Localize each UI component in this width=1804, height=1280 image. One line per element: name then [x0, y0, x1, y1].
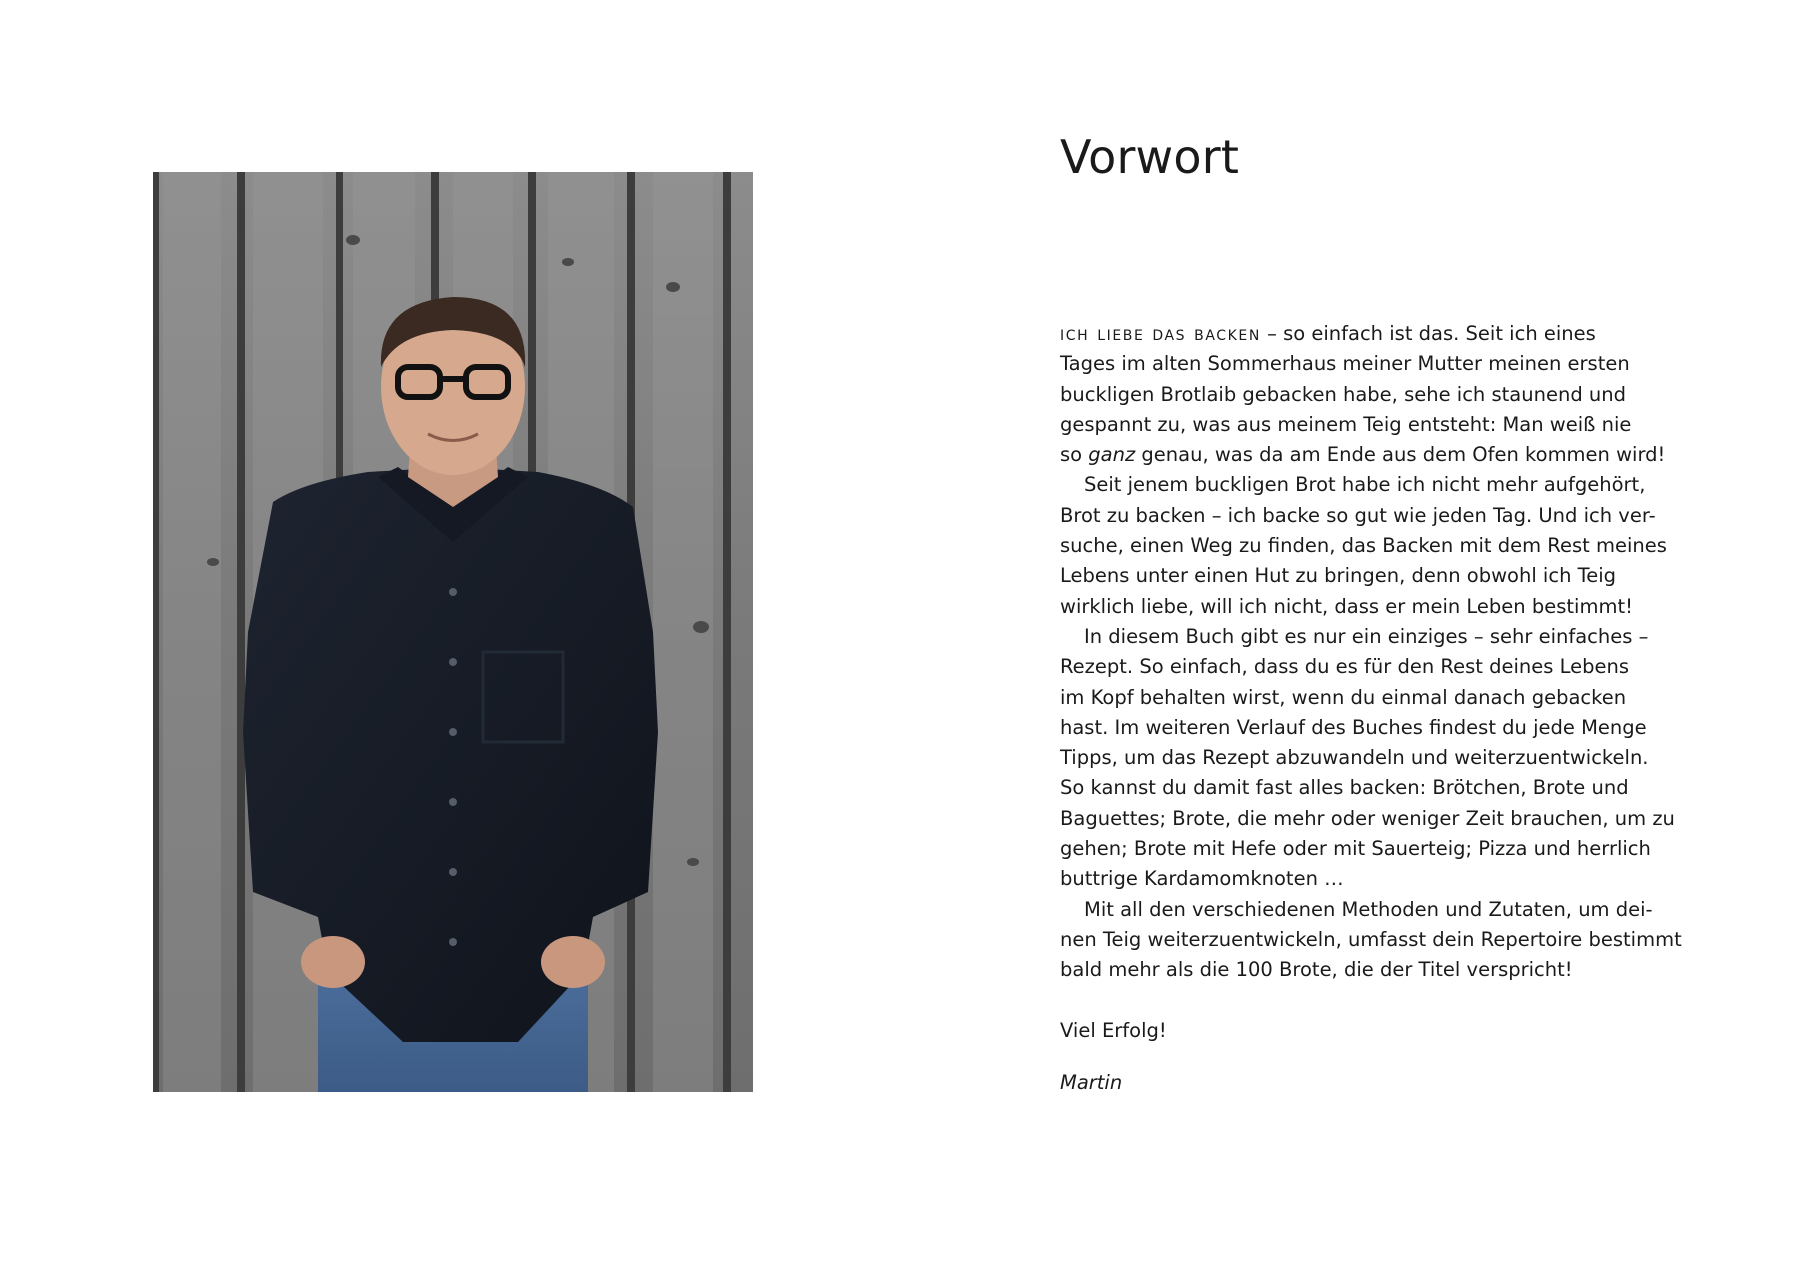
text-line: Seit jenem buckligen Brot habe ich nicht mehr aufgehört, — [1084, 473, 1646, 497]
author-signature: Martin — [1060, 1070, 1123, 1094]
text-line: ich liebe das backen – so einfach ist das. Seit ich eines — [1060, 321, 1596, 345]
text-line: Baguettes; Brote, die mehr oder weniger Zeit brauchen, um zu — [1060, 806, 1675, 830]
emphasis: ganz — [1088, 443, 1136, 467]
text-line: bald mehr als die 100 Brote, die der Titel verspricht! — [1060, 958, 1573, 982]
text-line: buttrige Kardamomknoten … — [1060, 867, 1344, 891]
text-line: Mit all den verschiedenen Methoden und Zutaten, um dei- — [1084, 897, 1653, 921]
portrait-photo-icon — [153, 172, 753, 1092]
chapter-title: Vorwort — [1060, 130, 1240, 184]
text-line: gespannt zu, was aus meinem Teig entsteht: Man weiß nie — [1060, 412, 1632, 436]
text-line: Rezept. So einfach, dass du es für den Rest deines Lebens — [1060, 655, 1629, 679]
text-line: Lebens unter einen Hut zu bringen, denn obwohl ich Teig — [1060, 564, 1617, 588]
text-line: so ganz genau, was da am Ende aus dem Ofen kommen wird! — [1060, 443, 1666, 467]
paragraph-3 — [1060, 622, 1680, 895]
text-line: So kannst du damit fast alles backen: Brötchen, Brote und — [1060, 776, 1629, 800]
text-line: Tipps, um das Rezept abzuwandeln und weiterzuentwickeln. — [1060, 746, 1649, 770]
text-line: In diesem Buch gibt es nur ein einziges – sehr einfaches – — [1084, 624, 1649, 648]
author-portrait-photo — [153, 172, 753, 1092]
foreword-body — [1060, 318, 1680, 1098]
closing-line: Viel Erfolg! — [1060, 1018, 1167, 1042]
text-line: Brot zu backen – ich backe so gut wie jeden Tag. Und ich ver- — [1060, 503, 1656, 527]
text-line: gehen; Brote mit Hefe oder mit Sauerteig; Pizza und herrlich — [1060, 837, 1651, 861]
paragraph-2 — [1060, 470, 1680, 621]
text-line: nen Teig weiterzuentwickeln, umfasst dein Repertoire bestimmt — [1060, 927, 1682, 951]
lead-in-small-caps: ich liebe das backen — [1060, 321, 1261, 345]
text-line: suche, einen Weg zu finden, das Backen mit dem Rest meines — [1060, 534, 1667, 558]
text-line: im Kopf behalten wirst, wenn du einmal danach gebacken — [1060, 685, 1627, 709]
text-line: Tages im alten Sommerhaus meiner Mutter meinen ersten — [1060, 352, 1630, 376]
paragraph-1 — [1060, 318, 1680, 470]
text-line: wirklich liebe, will ich nicht, dass er mein Leben bestimmt! — [1060, 594, 1633, 618]
text-line: hast. Im weiteren Verlauf des Buches findest du jede Menge — [1060, 715, 1647, 739]
foreword-column — [1060, 130, 1682, 1094]
paragraph-4 — [1060, 895, 1680, 986]
text-line: buckligen Brotlaib gebacken habe, sehe ich staunend und — [1060, 382, 1626, 406]
